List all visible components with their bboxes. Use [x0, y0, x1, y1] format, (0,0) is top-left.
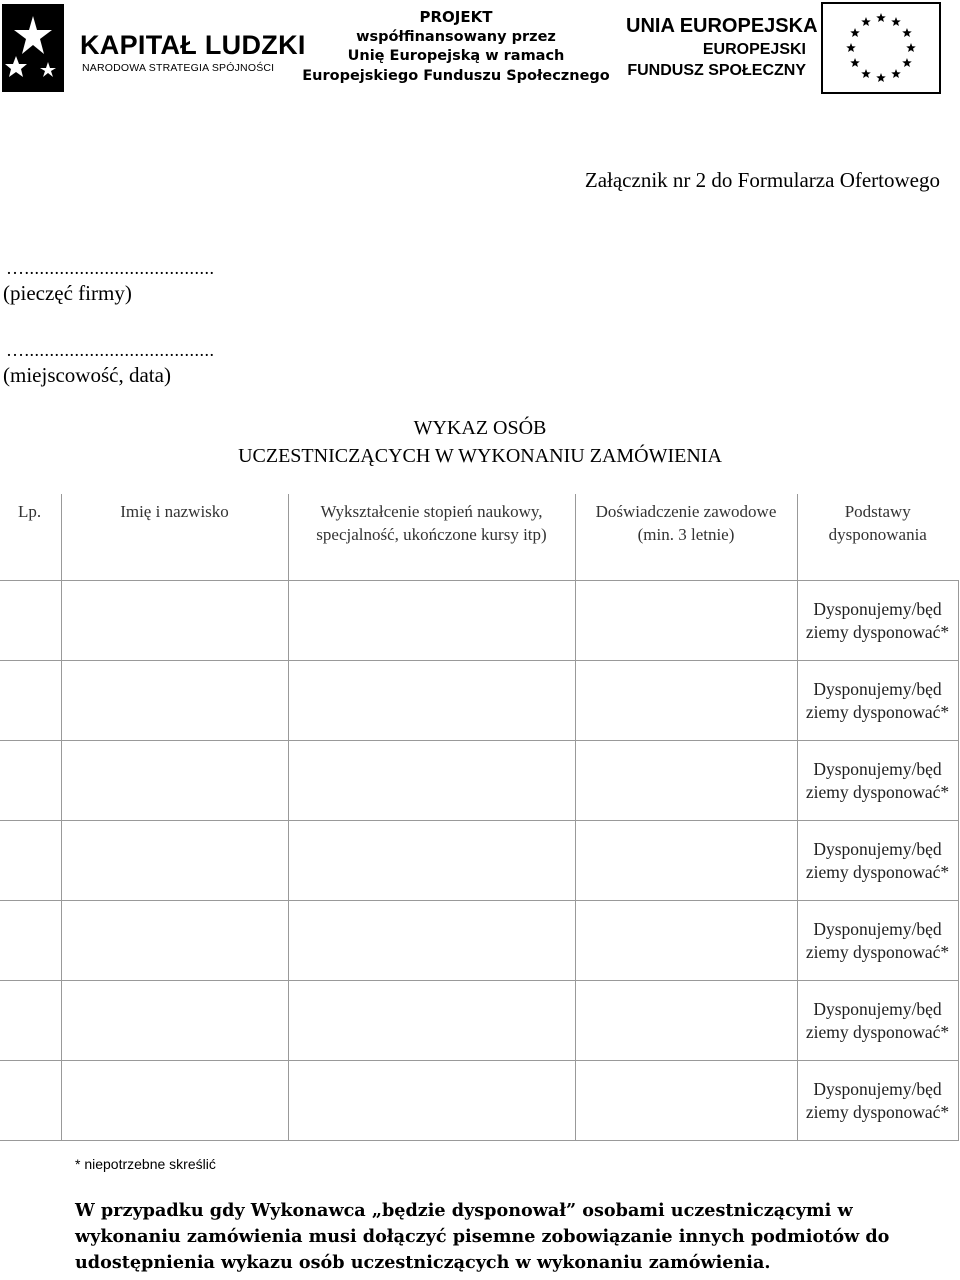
cell-name[interactable]	[61, 581, 288, 661]
cell-education[interactable]	[288, 741, 575, 821]
cell-basis[interactable]: Dysponujemy/będ ziemy dysponować*	[797, 741, 958, 821]
cell-name[interactable]	[61, 661, 288, 741]
cell-basis[interactable]: Dysponujemy/będ ziemy dysponować*	[797, 901, 958, 981]
kapital-ludzki-emblem-icon	[2, 4, 64, 92]
cell-lp[interactable]	[0, 1061, 61, 1141]
title-line-2: UCZESTNICZĄCYCH W WYKONANIU ZAMÓWIENIA	[238, 445, 722, 467]
cell-experience[interactable]	[575, 821, 797, 901]
cell-education[interactable]	[288, 821, 575, 901]
project-line: PROJEKT	[419, 8, 493, 26]
table-row	[0, 741, 958, 821]
cell-basis[interactable]: Dysponujemy/będ ziemy dysponować*	[797, 661, 958, 741]
cell-name[interactable]	[61, 1061, 288, 1141]
cell-experience[interactable]	[575, 741, 797, 821]
project-line: Europejskiego Funduszu Społecznego	[302, 67, 610, 84]
cell-lp[interactable]	[0, 581, 61, 661]
annex-title: Załącznik nr 2 do Formularza Ofertowego	[584, 168, 940, 192]
cell-education[interactable]	[288, 661, 575, 741]
header-name: Imię i nazwisko	[61, 494, 288, 581]
eu-flag-icon	[821, 2, 941, 94]
table-row	[0, 661, 958, 741]
project-caption	[296, 8, 616, 86]
eu-fund-caption	[626, 14, 818, 81]
cell-experience[interactable]	[575, 901, 797, 981]
table-row	[0, 901, 958, 981]
eu-line: FUNDUSZ SPOŁECZNY	[627, 62, 806, 79]
header-basis: Podstawy dysponowania	[797, 494, 958, 581]
cell-name[interactable]	[61, 901, 288, 981]
cell-lp[interactable]	[0, 661, 61, 741]
project-line: Unię Europejską w ramach	[347, 48, 565, 64]
stamp-dots: …......................................	[6, 258, 215, 278]
title-line-1: WYKAZ OSÓB	[413, 417, 547, 439]
logo-left-subtitle: NARODOWA STRATEGIA SPÓJNOŚCI	[82, 62, 275, 74]
cell-lp[interactable]	[0, 821, 61, 901]
cell-experience[interactable]	[575, 1061, 797, 1141]
table-row	[0, 581, 958, 661]
table-row	[0, 981, 958, 1061]
cell-name[interactable]	[61, 741, 288, 821]
eu-line: UNIA EUROPEJSKA	[626, 15, 818, 37]
place-date-label: (miejscowość, data)	[3, 363, 171, 387]
stamp-label: (pieczęć firmy)	[3, 281, 132, 305]
cell-education[interactable]	[288, 1061, 575, 1141]
cell-experience[interactable]	[575, 581, 797, 661]
project-line: współfinansowany przez	[356, 28, 556, 45]
cell-name[interactable]	[61, 981, 288, 1061]
table-header-row	[0, 494, 958, 581]
cell-lp[interactable]	[0, 901, 61, 981]
header-education: Wykształcenie stopień naukowy, specjalność, ukończone kursy itp)	[288, 494, 575, 581]
cell-basis[interactable]: Dysponujemy/będ ziemy dysponować*	[797, 821, 958, 901]
table-row	[0, 1061, 958, 1141]
table-row	[0, 821, 958, 901]
statement-paragraph: W przypadku gdy Wykonawca „będzie dysponował” osobami uczestniczącymi w wykonaniu zamówienia musi dołączyć pisemne zobowiązanie innych podmiotów do udostępnienia wykazu osób uczestniczących w wykonaniu zamówienia.	[75, 1200, 890, 1273]
cell-lp[interactable]	[0, 981, 61, 1061]
place-date-dots: …......................................	[6, 340, 215, 360]
cell-basis[interactable]: Dysponujemy/będ ziemy dysponować*	[797, 981, 958, 1061]
header-experience: Doświadczenie zawodowe (min. 3 letnie)	[575, 494, 797, 581]
eu-line: EUROPEJSKI	[702, 41, 806, 58]
header-lp: Lp.	[0, 494, 61, 581]
kapital-ludzki-logo	[0, 0, 306, 95]
cell-basis[interactable]: Dysponujemy/będ ziemy dysponować*	[797, 1061, 958, 1141]
cell-name[interactable]	[61, 821, 288, 901]
cell-experience[interactable]	[575, 981, 797, 1061]
cell-education[interactable]	[288, 581, 575, 661]
persons-table	[0, 494, 959, 1141]
cell-education[interactable]	[288, 901, 575, 981]
cell-basis[interactable]: Dysponujemy/będ ziemy dysponować*	[797, 581, 958, 661]
document-title	[0, 414, 960, 470]
cell-experience[interactable]	[575, 661, 797, 741]
cell-lp[interactable]	[0, 741, 61, 821]
footnote: * niepotrzebne skreślić	[75, 1156, 216, 1172]
cell-education[interactable]	[288, 981, 575, 1061]
logo-left-title: KAPITAŁ LUDZKI	[80, 30, 306, 60]
